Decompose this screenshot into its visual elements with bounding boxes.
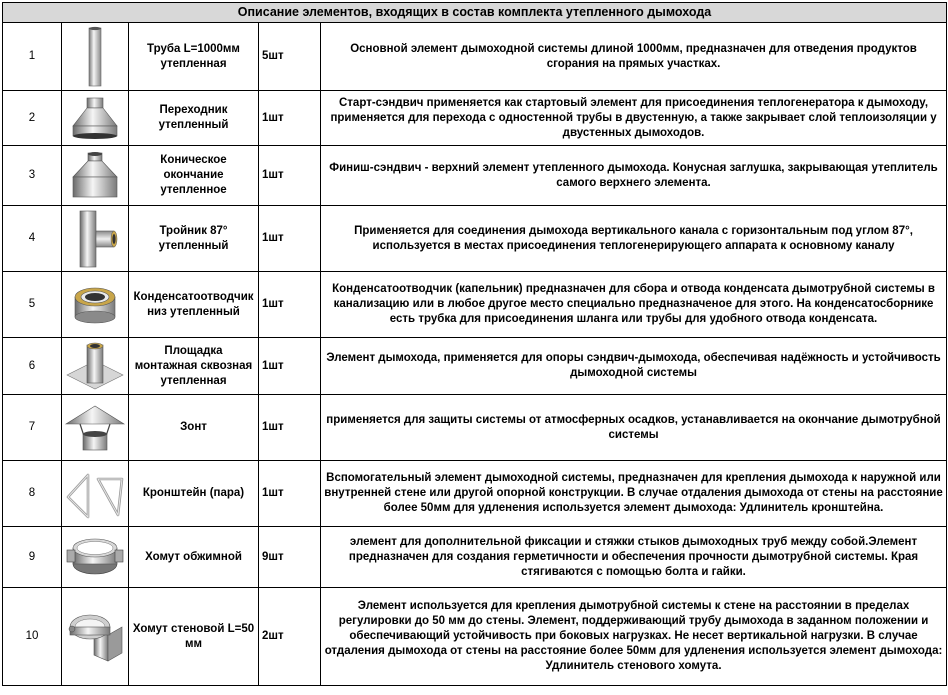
row-number: 5 <box>3 272 62 338</box>
item-quantity: 1шт <box>259 206 321 272</box>
item-quantity: 1шт <box>259 146 321 206</box>
table-row <box>3 461 947 527</box>
clamp-icon <box>62 527 129 588</box>
item-quantity: 9шт <box>259 527 321 588</box>
row-number: 4 <box>3 206 62 272</box>
row-number: 1 <box>3 23 62 91</box>
item-quantity: 1шт <box>259 395 321 461</box>
item-description: Элемент используется для крепления дымотрубной системы к стене на расстоянии в пределах регулировки до 50 мм до стены. Элемент, поддерживающий трубу дымохода в заданном положении и обеспечивающий устойчивость при боковых нагрузках. Не несет вертикальной нагрузки. В случае отдаления дымохода от стены на расстояние более 50мм для удленения используется элемент дымохода: Удлинитель стенового хомута. <box>321 588 947 686</box>
item-quantity: 5шт <box>259 23 321 91</box>
tee-icon <box>62 206 129 272</box>
table-row <box>3 91 947 146</box>
item-description: Вспомогательный элемент дымоходной системы, предназначен для крепления дымохода к наружной или внутренней стене или другой опорной конструкции. В случае отдаления дымохода от стены на расстояние более 50мм для удленения используется элемент дымохода: Удлинитель кронштейна. <box>321 461 947 527</box>
item-name: Конденсатоотводчик низ утепленный <box>129 272 259 338</box>
item-name: Кронштейн (пара) <box>129 461 259 527</box>
condensate-trap-icon <box>62 272 129 338</box>
item-name: Хомут стеновой L=50 мм <box>129 588 259 686</box>
item-description: применяется для защиты системы от атмосферных осадков, устанавливается на окончание дымотрубной системы <box>321 395 947 461</box>
item-description: Применяется для соединения дымохода вертикального канала с горизонтальным под углом 87°, используется в местах присоединения теплогенерирующего аппарата к основному каналу <box>321 206 947 272</box>
item-quantity: 2шт <box>259 588 321 686</box>
table-row <box>3 146 947 206</box>
row-number: 10 <box>3 588 62 686</box>
table-row <box>3 272 947 338</box>
item-description: Элемент дымохода, применяется для опоры сэндвич-дымохода, обеспечивая надёжность и устойчивость дымоходной системы <box>321 338 947 395</box>
item-quantity: 1шт <box>259 91 321 146</box>
pipe-icon <box>62 23 129 91</box>
item-name: Переходник утепленный <box>129 91 259 146</box>
table-header-row <box>3 3 947 23</box>
row-number: 7 <box>3 395 62 461</box>
components-table <box>2 2 947 686</box>
item-quantity: 1шт <box>259 338 321 395</box>
item-description: Финиш-сэндвич - верхний элемент утепленного дымохода. Конусная заглушка, закрывающая утеплитель самого верхнего элемента. <box>321 146 947 206</box>
table-row <box>3 206 947 272</box>
row-number: 2 <box>3 91 62 146</box>
table-title: Описание элементов, входящих в состав комплекта утепленного дымохода <box>3 3 947 23</box>
row-number: 3 <box>3 146 62 206</box>
item-description: Конденсатоотводчик (капельник) предназначен для сбора и отвода конденсата дымотрубной системы в канализацию или в любое другое место специально предназначеное для этого. На конденсатосборнике есть трубка для присоединения шланга или трубы для удобного отвода конденсата. <box>321 272 947 338</box>
mounting-plate-icon <box>62 338 129 395</box>
item-description: Основной элемент дымоходной системы длиной 1000мм, предназначен для отведения продуктов сгорания на прямых участках. <box>321 23 947 91</box>
table-row <box>3 23 947 91</box>
item-quantity: 1шт <box>259 461 321 527</box>
table-row <box>3 395 947 461</box>
item-name: Площадка монтажная сквозная утепленная <box>129 338 259 395</box>
item-name: Труба L=1000мм утепленная <box>129 23 259 91</box>
item-name: Хомут обжимной <box>129 527 259 588</box>
item-name: Зонт <box>129 395 259 461</box>
item-name: Тройник 87° утепленный <box>129 206 259 272</box>
bracket-icon <box>62 461 129 527</box>
row-number: 9 <box>3 527 62 588</box>
row-number: 8 <box>3 461 62 527</box>
item-description: элемент для дополнительной фиксации и стяжки стыков дымоходных труб между собой.Элемент предназначен для создания герметичности и обеспечения прочности дымотрубной системы. Края стягиваются с помощью болта и гайки. <box>321 527 947 588</box>
table-row <box>3 588 947 686</box>
adapter-icon <box>62 91 129 146</box>
umbrella-cap-icon <box>62 395 129 461</box>
row-number: 6 <box>3 338 62 395</box>
item-name: Коническое окончание утепленное <box>129 146 259 206</box>
table-row <box>3 527 947 588</box>
item-quantity: 1шт <box>259 272 321 338</box>
table-row <box>3 338 947 395</box>
item-description: Старт-сэндвич применяется как стартовый элемент для присоединения теплогенератора к дымоходу, применяется для перехода с одностенной трубы в двустенную, а также закрывает слой теплоизоляции у двустенных дымоходов. <box>321 91 947 146</box>
cone-end-icon <box>62 146 129 206</box>
wall-clamp-icon <box>62 588 129 686</box>
